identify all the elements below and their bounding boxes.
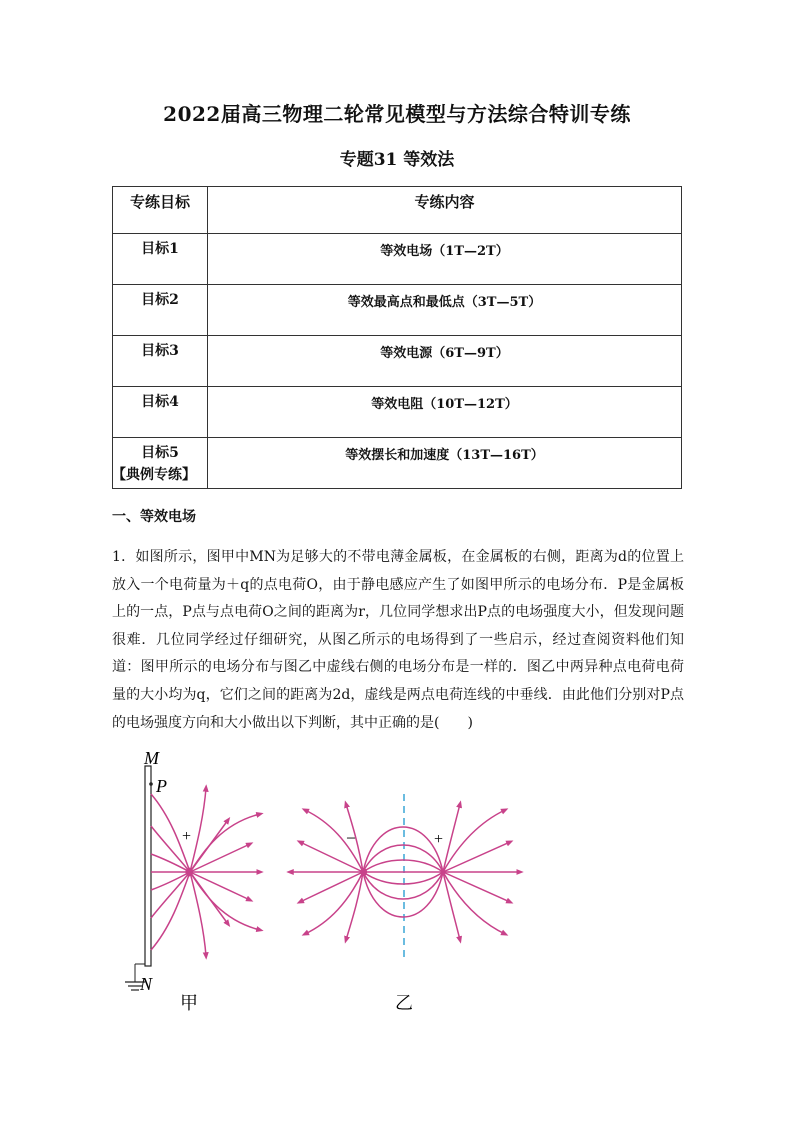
- table-header-row: [113, 187, 682, 234]
- caption-yi: 乙: [395, 993, 413, 1014]
- table-cell-content: 等效电场（1T—2T）: [208, 234, 682, 285]
- section-header: 【典例专练】: [112, 467, 196, 483]
- table-cell-goal: 目标1: [113, 234, 208, 285]
- field-lines-figure: [110, 744, 550, 1024]
- point-p: [149, 782, 153, 786]
- metal-plate: [145, 766, 151, 966]
- table-row: [113, 438, 682, 489]
- table-row: [113, 234, 682, 285]
- caption-jia: 甲: [180, 993, 198, 1014]
- label-m: M: [144, 748, 159, 768]
- question-text: 1．如图所示，图甲中MN为足够大的不带电薄金属板，在金属板的右侧，距离为d的位置上放入一个电荷量为＋q的点电荷O，由于静电感应产生了如图甲所示的电场分布．P是金属板上的一点，P点与点电荷O之间的距离为r，几位同学想求出P点的电场强度大小，但发现问题很难．几位同学经过仔细研究，从图乙所示的电场得到了一些启示，经过查阅资料他们知道：图甲所示的电场分布与图乙中虚线右侧的电场分布是一样的．图乙中两异种点电荷电荷量的大小均为q，它们之间的距离为2d，虚线是两点电荷连线的中垂线．由此他们分别对P点的电场强度方向和大小做出以下判断，其中正确的是( ): [112, 549, 684, 731]
- figure-jia: [125, 748, 260, 1014]
- label-p: P: [156, 776, 167, 796]
- label-charge-plus: +: [182, 828, 192, 845]
- page-subtitle: 专题31 等效法: [339, 150, 455, 170]
- table-row: [113, 387, 682, 438]
- section-title: 一、等效电场: [112, 509, 196, 525]
- table-cell-content: 等效最高点和最低点（3T—5T）: [208, 285, 682, 336]
- table-cell-content: 等效电源（6T—9T）: [208, 336, 682, 387]
- table-header-content: 专练内容: [208, 187, 682, 234]
- field-lines-jia: [151, 788, 260, 956]
- field-lines-yi: [290, 804, 520, 940]
- label-charge-plus-right: +: [434, 831, 444, 848]
- table-row: [113, 336, 682, 387]
- label-n: N: [140, 974, 153, 994]
- page-title: 2022届高三物理二轮常见模型与方法综合特训专练: [163, 102, 631, 126]
- table-cell-goal: 目标4: [113, 387, 208, 438]
- table-cell-goal: 目标5: [113, 438, 208, 489]
- table-cell-content: 等效摆长和加速度（13T—16T）: [208, 438, 682, 489]
- goals-table: [112, 186, 682, 489]
- table-header-goal: 专练目标: [113, 187, 208, 234]
- figure-yi: [290, 794, 520, 1014]
- table-cell-goal: 目标3: [113, 336, 208, 387]
- table-row: [113, 285, 682, 336]
- label-charge-minus: −: [346, 828, 357, 848]
- table-cell-content: 等效电阻（10T—12T）: [208, 387, 682, 438]
- table-cell-goal: 目标2: [113, 285, 208, 336]
